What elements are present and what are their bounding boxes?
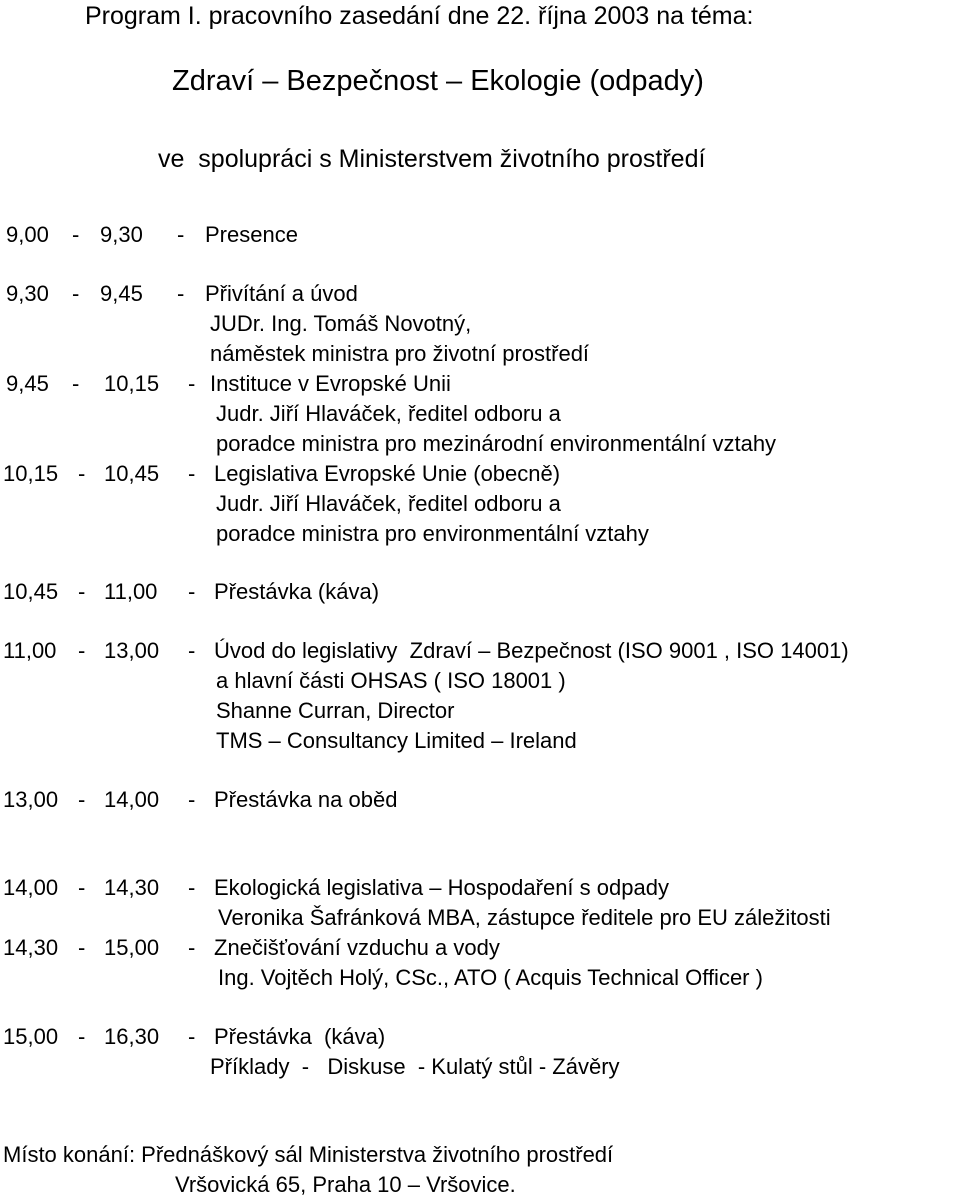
- session-title: Přivítání a úvod: [205, 281, 358, 306]
- speaker-role: poradce ministra pro environmentální vztahy: [216, 521, 649, 546]
- time-separator: -: [78, 638, 86, 663]
- speaker-name: Judr. Jiří Hlaváček, ředitel odboru a: [216, 491, 561, 516]
- time-separator: -: [177, 281, 185, 306]
- session-subtitle: Příklady - Diskuse - Kulatý stůl - Závěry: [210, 1054, 620, 1079]
- time-to: 13,00: [104, 638, 160, 663]
- session-title: Znečišťování vzduchu a vody: [214, 935, 500, 960]
- time-separator: -: [78, 787, 86, 812]
- time-separator: -: [78, 1024, 86, 1049]
- venue-line: Místo konání: Přednáškový sál Ministerstva životního prostředí: [3, 1142, 614, 1167]
- program-title: Program I. pracovního zasedání dne 22. října 2003 na téma:: [85, 2, 754, 30]
- time-separator: -: [78, 875, 86, 900]
- session-title: Přestávka (káva): [214, 1024, 386, 1049]
- session-subtitle: a hlavní části OHSAS ( ISO 18001 ): [216, 668, 566, 693]
- time-separator: -: [177, 222, 185, 247]
- time-from: 14,30: [3, 935, 59, 960]
- speaker-name: Judr. Jiří Hlaváček, ředitel odboru a: [216, 401, 561, 426]
- time-separator: -: [72, 222, 80, 247]
- time-from: 9,00: [6, 222, 49, 247]
- time-to: 10,15: [104, 371, 160, 396]
- topic-heading: Zdraví – Bezpečnost – Ekologie (odpady): [172, 65, 704, 97]
- time-separator: -: [188, 579, 196, 604]
- time-separator: -: [188, 461, 196, 486]
- speaker-name: JUDr. Ing. Tomáš Novotný,: [210, 311, 472, 336]
- speaker-role: náměstek ministra pro životní prostředí: [210, 341, 590, 366]
- session-title: Instituce v Evropské Unii: [210, 371, 451, 396]
- time-from: 9,45: [6, 371, 49, 396]
- time-from: 13,00: [3, 787, 59, 812]
- session-title: Úvod do legislativy Zdraví – Bezpečnost (ISO 9001 , ISO 14001): [214, 638, 849, 663]
- time-separator: -: [188, 935, 196, 960]
- session-title: Přestávka na oběd: [214, 787, 398, 812]
- session-title: Přestávka (káva): [214, 579, 380, 604]
- time-separator: -: [188, 638, 196, 663]
- time-separator: -: [78, 935, 86, 960]
- time-separator: -: [188, 875, 196, 900]
- time-separator: -: [78, 461, 86, 486]
- time-from: 10,15: [3, 461, 59, 486]
- time-from: 11,00: [3, 638, 57, 663]
- speaker-role: poradce ministra pro mezinárodní environmentální vztahy: [216, 431, 777, 456]
- time-separator: -: [72, 371, 80, 396]
- time-to: 14,30: [104, 875, 160, 900]
- time-from: 14,00: [3, 875, 59, 900]
- time-separator: -: [188, 1024, 196, 1049]
- time-separator: -: [78, 579, 86, 604]
- time-to: 9,45: [100, 281, 143, 306]
- time-from: 10,45: [3, 579, 59, 604]
- time-to: 15,00: [104, 935, 160, 960]
- time-to: 9,30: [100, 222, 143, 247]
- speaker-name: Veronika Šafránková MBA, zástupce ředitele pro EU záležitosti: [218, 905, 831, 930]
- address-line: Vršovická 65, Praha 10 – Vršovice.: [175, 1172, 516, 1197]
- time-to: 10,45: [104, 461, 160, 486]
- time-to: 16,30: [104, 1024, 160, 1049]
- time-separator: -: [72, 281, 80, 306]
- speaker-name: Shanne Curran, Director: [216, 698, 455, 723]
- time-to: 11,00: [104, 579, 158, 604]
- cooperation-line: ve spolupráci s Ministerstvem životního prostředí: [158, 145, 706, 173]
- speaker-name: Ing. Vojtěch Holý, CSc., ATO ( Acquis Technical Officer ): [218, 965, 763, 990]
- session-title: Ekologická legislativa – Hospodaření s odpady: [214, 875, 669, 900]
- session-title: Legislativa Evropské Unie (obecně): [214, 461, 561, 486]
- time-separator: -: [188, 371, 196, 396]
- time-to: 14,00: [104, 787, 160, 812]
- time-from: 15,00: [3, 1024, 59, 1049]
- time-separator: -: [188, 787, 196, 812]
- time-from: 9,30: [6, 281, 49, 306]
- session-title: Presence: [205, 222, 298, 247]
- speaker-organization: TMS – Consultancy Limited – Ireland: [216, 728, 577, 753]
